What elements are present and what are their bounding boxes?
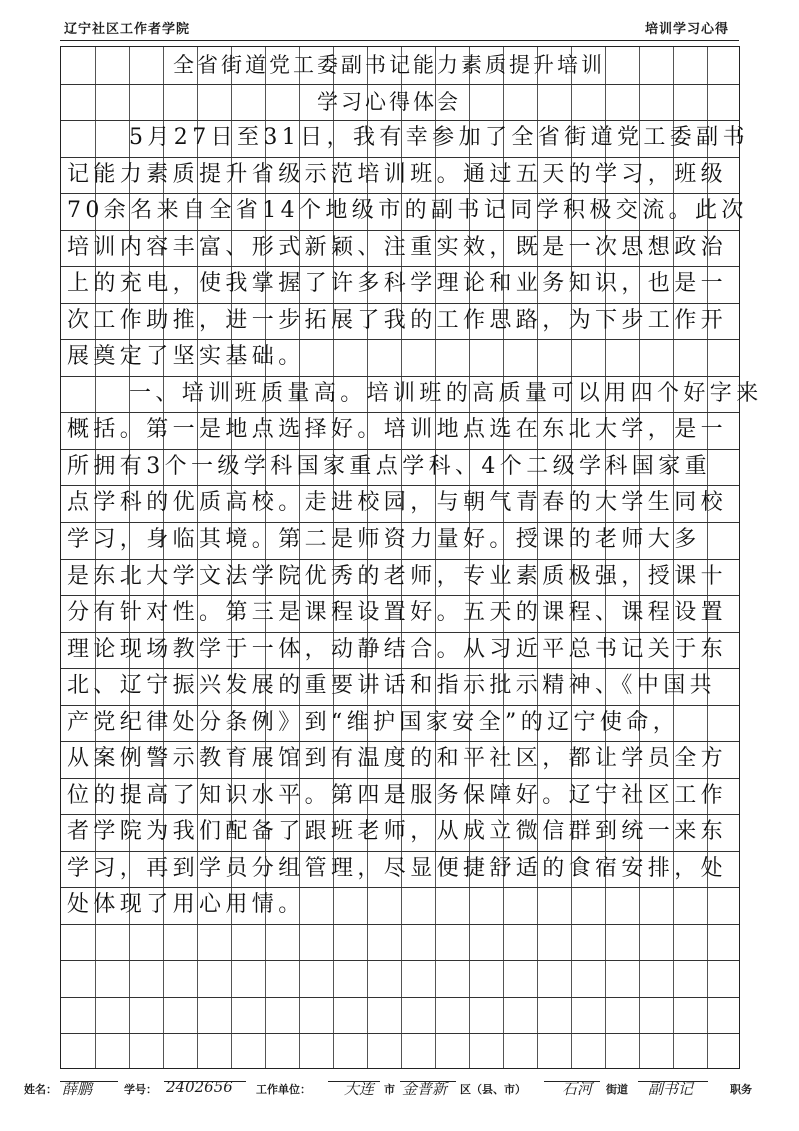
grid-row-line <box>61 668 739 669</box>
essay-line: 上的充电，使我掌握了许多科学理论和业务知识，也是一 <box>67 271 728 297</box>
essay-line: 培训内容丰富、形式新颖、注重实效，既是一次思想政治 <box>67 234 728 260</box>
grid-row-line <box>61 339 739 340</box>
grid-row-line <box>61 997 739 998</box>
essay-line: 次工作助推，进一步拓展了我的工作思路，为下步工作开 <box>67 307 728 333</box>
grid-row-line <box>61 193 739 194</box>
essay-line: 产党纪律处分条例》到“维护国家安全”的辽宁使命， <box>67 709 680 735</box>
grid-row-line <box>61 120 739 121</box>
grid-row-line <box>61 412 739 413</box>
essay-line: 展奠定了坚实基础。 <box>67 344 305 370</box>
grid-row-line <box>61 741 739 742</box>
grid-row-line <box>61 887 739 888</box>
essay-line: 5月27日至31日，我有幸参加了全省街道党工委副书 <box>129 125 749 151</box>
grid-row-line <box>61 449 739 450</box>
essay-line: 概括。第一是地点选择好。培训地点选在东北大学，是一 <box>67 417 728 443</box>
position-label: 职务 <box>730 1083 752 1096</box>
grid-row-line <box>61 778 739 779</box>
grid-row-line <box>61 924 739 925</box>
grid-row-line <box>61 960 739 961</box>
essay-line: 理论现场教学于一体，动静结合。从习近平总书记关于东 <box>67 636 728 662</box>
position-value: 副书记 <box>648 1080 694 1098</box>
essay-line: 位的提高了知识水平。第四是服务保障好。辽宁社区工作 <box>67 782 728 808</box>
grid-row-line <box>61 851 739 852</box>
district-label: 区（县、市） <box>460 1083 526 1096</box>
grid-row-line <box>61 705 739 706</box>
grid-row-line <box>61 1033 739 1034</box>
street-label: 街道 <box>606 1083 628 1096</box>
essay-line: 分有针对性。第三是课程设置好。五天的课程、课程设置 <box>67 600 728 626</box>
essay-line: 者学院为我们配备了跟班老师，从成立微信群到统一来东 <box>67 819 728 845</box>
grid-row-line <box>61 632 739 633</box>
essay-line: 学习，身临其境。第二是师资力量好。授课的老师大多 <box>67 526 701 552</box>
essay-line: 一、培训班质量高。培训班的高质量可以用四个好字来 <box>129 380 763 406</box>
grid-row-line <box>61 84 739 85</box>
title-line-1: 全省街道党工委副书记能力素质提升培训 <box>173 53 605 77</box>
name-value: 薛鹏 <box>62 1080 93 1098</box>
header-document-type: 培训学习心得 <box>644 22 729 37</box>
manuscript-grid-sheet <box>60 46 763 1069</box>
district-value: 金普新 <box>402 1080 448 1098</box>
city-label: 市 <box>384 1083 395 1096</box>
grid-row-line <box>61 266 739 267</box>
name-label: 姓名： <box>24 1083 57 1096</box>
grid-row-line <box>61 485 739 486</box>
essay-line: 北、辽宁振兴发展的重要讲话和指示批示精神、《中国共 <box>67 673 717 699</box>
name-underline <box>60 1081 118 1082</box>
student-no-underline <box>164 1081 246 1082</box>
grid-row-line <box>61 595 739 596</box>
street-underline <box>544 1081 600 1082</box>
essay-line: 是东北大学文法学院优秀的老师，专业素质极强，授课十 <box>67 563 728 589</box>
district-underline <box>400 1081 456 1082</box>
essay-line: 点学科的优质高校。走进校园，与朝气青春的大学生同校 <box>67 490 728 516</box>
student-no-label: 学号： <box>124 1083 157 1096</box>
header-institution: 辽宁社区工作者学院 <box>64 22 191 37</box>
essay-line: 处体现了用心用情。 <box>67 892 305 918</box>
essay-line: 学习，再到学员分组管理，尽显便捷舒适的食宿安排，处 <box>67 855 728 881</box>
student-no-value: 2402656 <box>166 1078 233 1096</box>
grid-row-line <box>61 814 739 815</box>
title-line-2: 学习心得体会 <box>317 90 461 114</box>
work-unit-label: 工作单位： <box>256 1083 311 1096</box>
grid-row-line <box>61 376 739 377</box>
grid-row-line <box>61 522 739 523</box>
city-value: 大连 <box>344 1080 375 1098</box>
essay-line: 70余名来自全省14个地级市的副书记同学积极交流。此次 <box>67 198 748 224</box>
grid-row-line <box>61 303 739 304</box>
header-divider <box>60 40 739 41</box>
grid-row-line <box>61 157 739 158</box>
essay-line: 记能力素质提升省级示范培训班。通过五天的学习，班级 <box>67 161 728 187</box>
signature-footer <box>24 1078 776 1105</box>
grid-row-line <box>61 559 739 560</box>
grid-row-line <box>61 230 739 231</box>
essay-line: 所拥有3个一级学科国家重点学科、4个二级学科国家重 <box>67 453 711 479</box>
essay-line: 从案例警示教育展馆到有温度的和平社区，都让学员全方 <box>67 746 728 772</box>
position-underline <box>638 1081 708 1082</box>
city-underline <box>328 1081 380 1082</box>
street-value: 石河 <box>562 1080 593 1098</box>
